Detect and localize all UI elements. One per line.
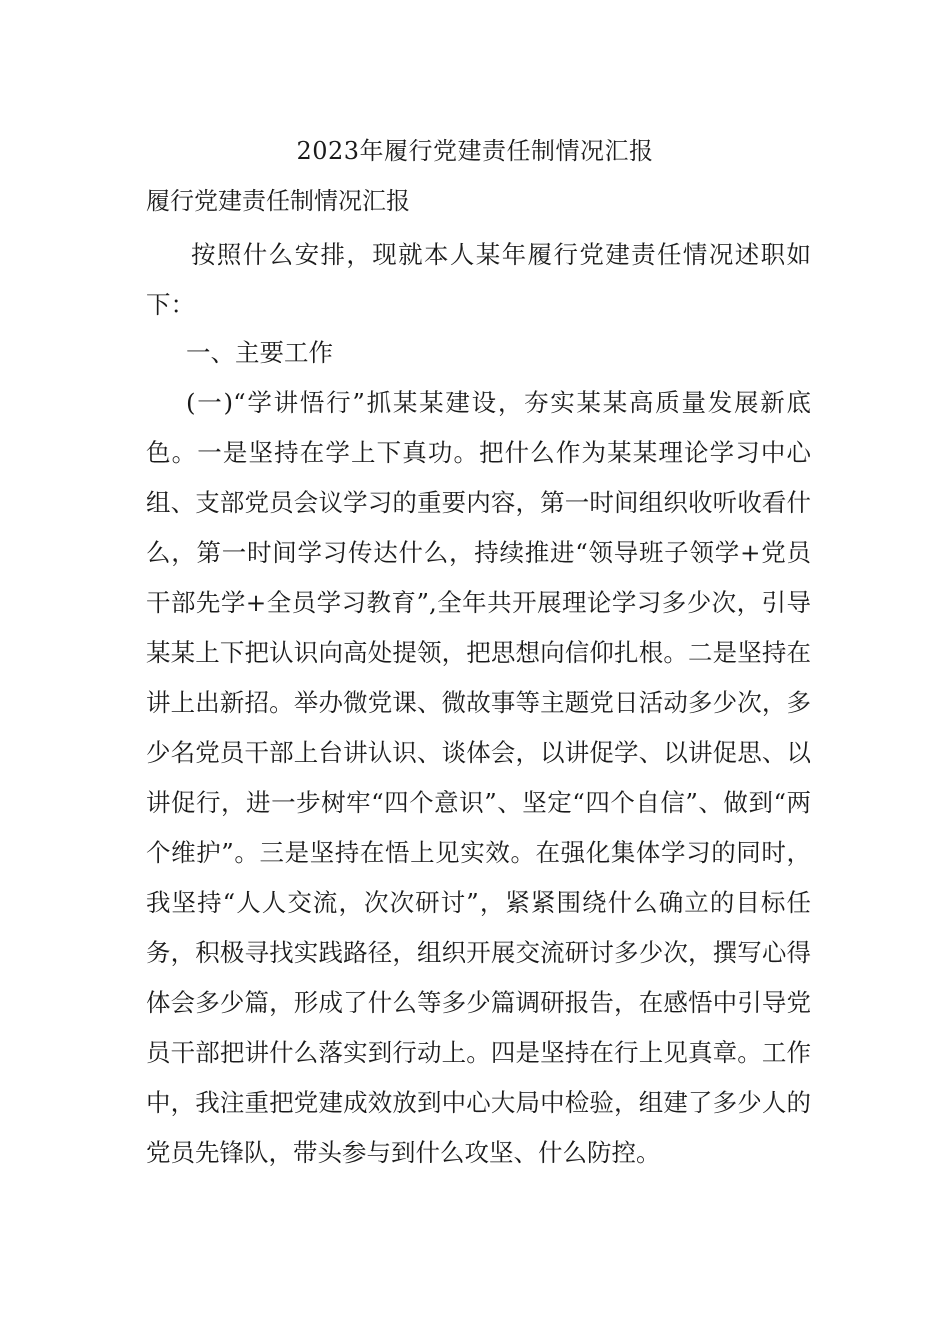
- document-title: 2023年履行党建责任制情况汇报: [296, 137, 654, 165]
- intro-paragraph: 按照什么安排，现就本人某年履行党建责任情况述职如下：: [146, 240, 811, 319]
- section-heading: 一、主要工作: [186, 338, 333, 367]
- body-paragraph: (一)“学讲悟行”抓某某建设，夯实某某高质量发展新底色。一是坚持在学上下真功。把什么作为某某理论学习中心组、支部党员会议学习的重要内容，第一时间组织收听收看什么，第一时间学习传达什么，持续推进“领导班子领学+党员干部先学+全员学习教育”,全年共开展理论学习多少次，引导某某上下把认识向高处提领，把思想向信仰扎根。二是坚持在讲上出新招。举办微党课、微故事等主题党日活动多少次，多少名党员干部上台讲认识、谈体会，以讲促学、以讲促思、以讲促行，进一步树牢“四个意识”、坚定“四个自信”、做到“两个维护”。三是坚持在悟上见实效。在强化集体学习的同时，我坚持“人人交流，次次研讨”，紧紧围绕什么确立的目标任务，积极寻找实践路径，组织开展交流研讨多少次，撰写心得体会多少篇，形成了什么等多少篇调研报告，在感悟中引导党员干部把讲什么落实到行动上。四是坚持在行上见真章。工作中，我注重把党建成效放到中心大局中检验，组建了多少人的党员先锋队，带头参与到什么攻坚、什么防控。: [146, 388, 811, 1167]
- document-subtitle: 履行党建责任制情况汇报: [146, 187, 410, 215]
